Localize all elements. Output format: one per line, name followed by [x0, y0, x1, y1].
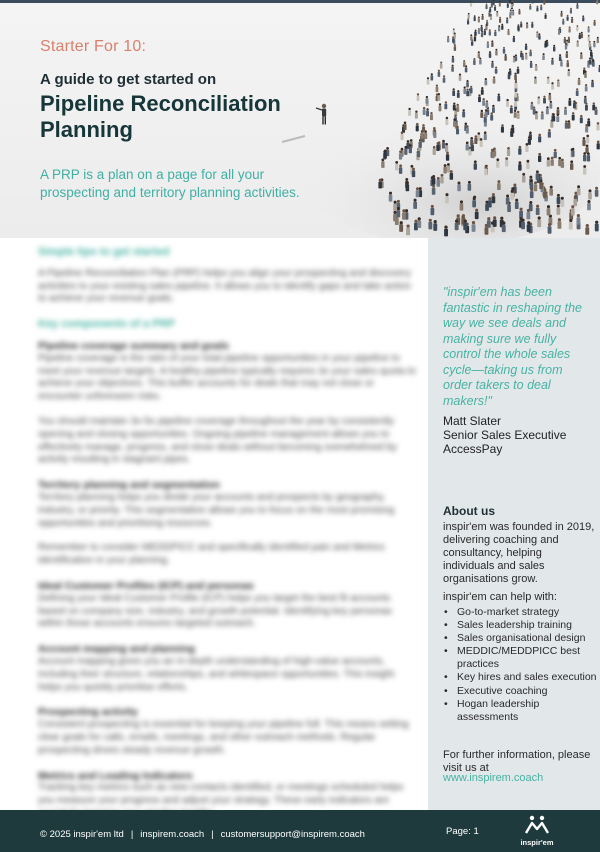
- footer-copyright: © 2025 inspir'em ltd: [40, 829, 124, 840]
- footer-email-link[interactable]: customersupport@inspirem.coach: [220, 829, 365, 840]
- service-item: [443, 606, 598, 619]
- section-heading: Key components of a PRP: [38, 318, 175, 331]
- testimonial-quote: "inspir'em has been fantastic in reshaping the way we see deals and making sure we fully control the whole sales cycle—taking us from order takers to deal makers!": [443, 285, 582, 408]
- service-label: Executive coaching: [457, 684, 548, 697]
- bullet-icon: •: [444, 619, 448, 632]
- service-label: MEDDIC/MEDDPICC best practices: [457, 645, 581, 671]
- footer-contact: [40, 829, 365, 840]
- service-item: [443, 685, 598, 698]
- company-logo: [520, 814, 554, 850]
- section-heading: Prospecting activity: [38, 706, 138, 719]
- section-heading: Territory planning and segmentation: [38, 479, 220, 492]
- kicker-text: Starter For 10:: [40, 38, 147, 55]
- service-label: Key hires and sales execution: [457, 671, 597, 684]
- document-subtitle: A guide to get started on: [40, 71, 217, 88]
- footer-site-link[interactable]: inspirem.coach: [140, 829, 205, 840]
- section-paragraph: Tracking key metrics such as new contacts identified, or meetings scheduled helps you measure your progress and adjust your strategy. These early indicators are: [38, 782, 404, 807]
- section-paragraph: Defining your Ideal Customer Profile (ICP) helps you target the best fit accounts based on company size, industry, and growth potential. Identifying key personas within those accounts ensures targeted outreach.: [38, 592, 392, 630]
- logo-mark-icon: [520, 814, 554, 836]
- testimonial-company: AccessPay: [443, 442, 503, 456]
- section-paragraph: Territory planning helps you divide your accounts and prospects by geography, industry, or priority. This segmentation allows you to focus on the most promising opportunities and prioritising resources.: [38, 491, 395, 529]
- about-text: inspir'em was founded in 2019, delivering coaching and consultancy, helping individuals and sales organisations grow.: [443, 521, 595, 585]
- website-link[interactable]: www.inspirem.coach: [443, 772, 544, 784]
- services-list: [443, 606, 598, 724]
- section-heading: Ideal Customer Profiles (ICP) and personas: [38, 579, 254, 592]
- help-heading: inspir'em can help with:: [443, 591, 557, 603]
- section-paragraph: A Pipeline Reconciliation Plan (PRP) helps you align your prospecting and discovery activities to your existing sales pipeline. It allows you to identify gaps and take action to achieve your revenue goals.: [38, 267, 411, 305]
- section-paragraph: Account mapping gives you an in-depth understanding of high-value accounts, including their structure, relationships, and whitespace opportunities. This insight helps you quickly prioritise efforts.: [38, 655, 395, 693]
- page-number: Page: 1: [446, 826, 479, 837]
- document-title: Pipeline Reconciliation Planning: [40, 91, 281, 142]
- bullet-icon: •: [444, 645, 448, 658]
- bullet-icon: •: [444, 697, 448, 710]
- footer-separator: |: [211, 829, 214, 840]
- section-paragraph: You should maintain 3x-5x pipeline coverage throughout the year by consistently opening and closing opportunities. Ongoing pipeline management allows you to effectively manage, progress, and close deals without becoming overwhelmed by activity resulting in stagnant pipes.: [38, 415, 397, 466]
- blurred-body-text: [38, 246, 418, 833]
- testimonial-name: Matt Slater: [443, 414, 502, 428]
- section-paragraph: Remember to consider MEDDPICC and specifically identified pain and Metrics identification in your planning.: [38, 542, 385, 567]
- about-heading: About us: [443, 504, 495, 518]
- service-label: Hogan leadership assessments: [457, 697, 540, 723]
- section-heading: Account mapping and planning: [38, 643, 195, 656]
- footer-separator: |: [130, 829, 134, 840]
- sidebar: [428, 238, 600, 810]
- section-heading: Pipeline coverage summary and goals: [38, 339, 229, 352]
- service-label: Sales organisational design: [457, 632, 586, 645]
- service-item: [443, 645, 598, 671]
- logo-text: inspir'em: [520, 838, 554, 847]
- bullet-icon: •: [444, 632, 448, 645]
- hero-description: A PRP is a plan on a page for all your prospecting and territory planning activities.: [40, 167, 300, 200]
- further-info-text: For further information, please visit us at: [443, 749, 591, 774]
- crowd-photo: [300, 0, 600, 238]
- main-content: [0, 238, 428, 810]
- service-item: [443, 619, 598, 632]
- page-footer: [0, 810, 600, 852]
- section-heading: Metrics and Leading Indicators: [38, 769, 193, 782]
- testimonial-role: Senior Sales Executive: [443, 428, 567, 442]
- section-paragraph: Consistent prospecting is essential for keeping your pipeline full. This means setting clear goals for calls, emails, meetings, and other outreach methods. Regular prospecting drives steady revenue growth.: [38, 719, 409, 756]
- service-item: [443, 671, 598, 684]
- bullet-icon: •: [444, 606, 448, 618]
- section-heading: Simple tips to get started: [38, 246, 170, 258]
- service-item: [443, 632, 598, 645]
- service-label: Go-to-market strategy: [457, 606, 560, 618]
- service-label: Sales leadership training: [457, 619, 572, 632]
- bullet-icon: •: [444, 671, 448, 684]
- section-paragraph: Pipeline coverage is the ratio of your total pipeline opportunities in your pipeline to meet your revenue targets. A healthy pipeline typically requires 3x your sales quota to achieve your objectives. This buffer accounts for deals that may not close or encounter unforeseen risks.: [38, 352, 416, 403]
- service-item: [443, 698, 598, 724]
- hero-banner: [0, 0, 600, 238]
- bullet-icon: •: [444, 684, 448, 697]
